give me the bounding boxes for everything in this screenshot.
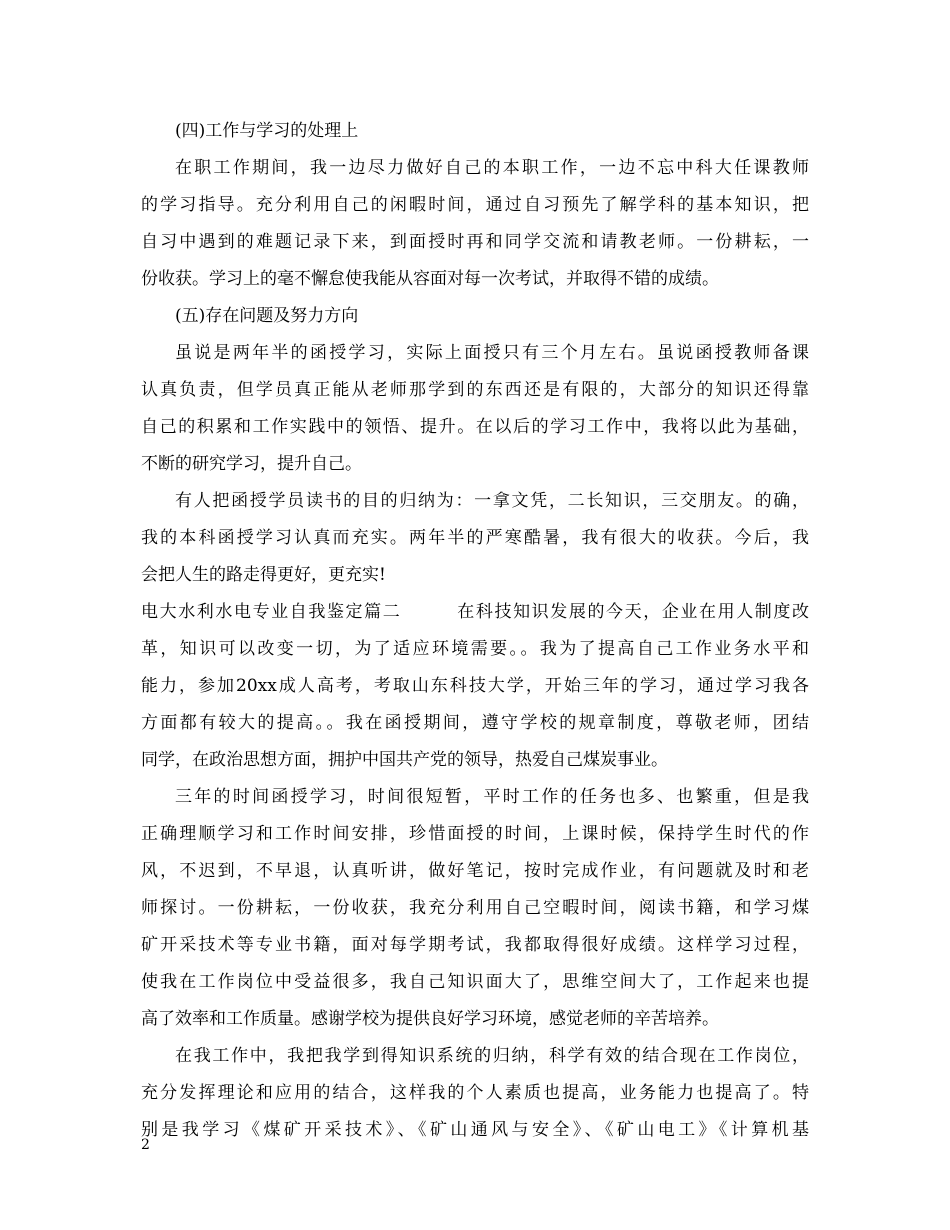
text-line: 有人把函授学员读书的目的归纳为：一拿文凭，二长知识，三交朋友。的确，	[175, 491, 809, 511]
text-line: 使我在工作岗位中受益很多，我自己知识面大了，思维空间大了，工作起来也提	[141, 972, 809, 992]
text-line: 虽说是两年半的函授学习，实际上面授只有三个月左右。虽说函授教师备课	[175, 343, 809, 363]
text-line: 别是我学习《煤矿开采技术》、《矿山通风与安全》、《矿山电工》《计算机基	[141, 1120, 809, 1140]
text-line: 份收获。学习上的毫不懈怠使我能从容面对每一次考试，并取得不错的成绩。	[141, 269, 719, 289]
text-line: 电大水利水电专业自我鉴定篇二 在科技知识发展的今天，企业在用人制度改	[141, 602, 809, 622]
text-line: 自己的积累和工作实践中的领悟、提升。在以后的学习工作中，我将以此为基础，	[141, 417, 809, 437]
text-line: 高了效率和工作质量。感谢学校为提供良好学习环境，感觉老师的辛苦培养。	[141, 1009, 719, 1029]
text-line: 革，知识可以改变一切，为了适应环境需要。。我为了提高自己工作业务水平和	[141, 639, 809, 659]
text-line: 正确理顺学习和工作时间安排，珍惜面授的时间，上课时候，保持学生时代的作	[141, 824, 809, 844]
text-line: (五)存在问题及努力方向	[175, 306, 359, 326]
text-line: 充分发挥理论和应用的结合，这样我的个人素质也提高，业务能力也提高了。特	[141, 1083, 809, 1103]
text-line: 的学习指导。充分利用自己的闲暇时间，通过自习预先了解学科的基本知识，把	[141, 195, 809, 215]
text-line: 矿开采技术等专业书籍，面对每学期考试，我都取得很好成绩。这样学习过程，	[141, 935, 809, 955]
text-line: 在职工作期间，我一边尽力做好自己的本职工作，一边不忘中科大任课教师	[175, 158, 809, 178]
text-line: 自习中遇到的难题记录下来，到面授时再和同学交流和请教老师。一份耕耘，一	[141, 232, 809, 252]
text-line: 三年的时间函授学习，时间很短暂，平时工作的任务也多、也繁重，但是我	[175, 787, 809, 807]
text-line: 师探讨。一份耕耘，一份收获，我充分利用自己空暇时间，阅读书籍，和学习煤	[141, 898, 809, 918]
text-line: 不断的研究学习，提升自己。	[141, 454, 362, 474]
text-line: 能力，参加20xx成人高考，考取山东科技大学，开始三年的学习，通过学习我各	[141, 676, 809, 696]
text-line: 同学，在政治思想方面，拥护中国共产党的领导，热爱自己煤炭事业。	[141, 750, 668, 770]
body-text	[141, 113, 809, 1149]
text-line: 方面都有较大的提高。。我在函授期间，遵守学校的规章制度，尊敬老师，团结	[141, 713, 809, 733]
text-line: 在我工作中，我把我学到得知识系统的归纳，科学有效的结合现在工作岗位，	[175, 1046, 809, 1066]
text-line: 认真负责，但学员真正能从老师那学到的东西还是有限的，大部分的知识还得靠	[141, 380, 809, 400]
text-line: (四)工作与学习的处理上	[175, 121, 359, 141]
text-line: 我的本科函授学习认真而充实。两年半的严寒酷暑，我有很大的收获。今后，我	[141, 528, 809, 548]
page-number: 2	[141, 1137, 150, 1153]
text-line: 会把人生的路走得更好，更充实!	[141, 565, 386, 585]
text-line: 风，不迟到，不早退，认真听讲，做好笔记，按时完成作业，有问题就及时和老	[141, 861, 809, 881]
